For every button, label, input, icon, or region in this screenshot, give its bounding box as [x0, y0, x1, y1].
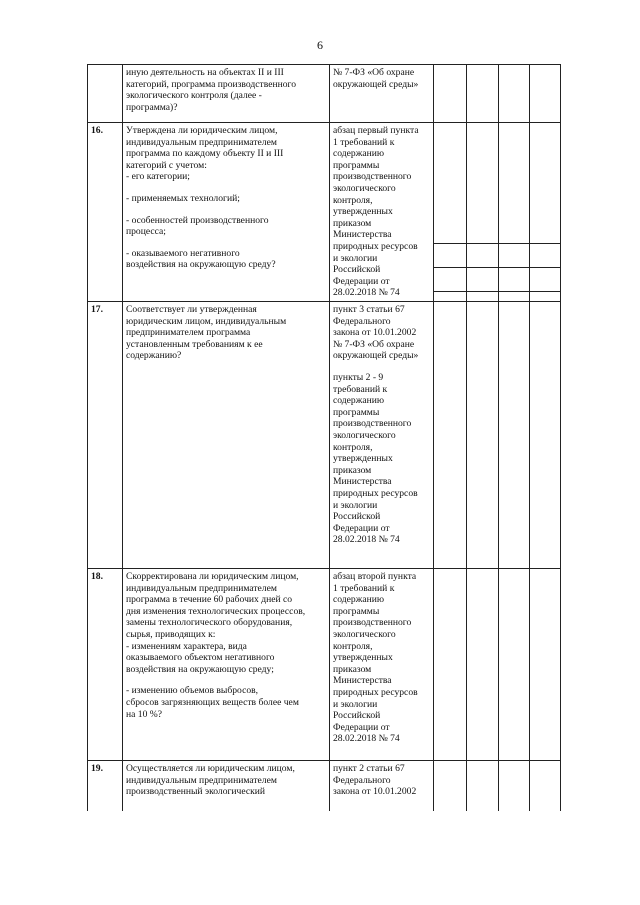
question-line: индивидуальным предпринимателем: [126, 582, 277, 594]
reference-line: пункт 2 статьи 67: [333, 763, 405, 774]
reference-line: утвержденных: [333, 652, 393, 664]
reference-line: окружающей среды»: [333, 350, 419, 362]
reference-line: 28.02.2018 № 74: [333, 287, 400, 299]
cell-divider: [467, 291, 498, 292]
legal-reference: [333, 571, 430, 745]
table-row: [88, 302, 561, 569]
question-cell: [123, 761, 330, 811]
answer-cell[interactable]: [467, 761, 499, 811]
answer-cell[interactable]: [530, 65, 561, 123]
question-line: программа по каждому объекту II и III: [126, 148, 284, 160]
answer-cell[interactable]: [467, 65, 499, 123]
reference-line: природных ресурсов: [333, 240, 418, 252]
question-line: производственный экологический: [126, 786, 266, 798]
answer-cell[interactable]: [499, 123, 530, 302]
answer-cell[interactable]: [499, 569, 530, 761]
answer-cell[interactable]: [434, 569, 467, 761]
reference-line: Министерства: [333, 476, 392, 488]
cell-divider: [434, 243, 466, 244]
question-line: юридическим лицом, индивидуальным: [126, 315, 287, 327]
answer-cell[interactable]: [499, 302, 530, 569]
question-line: программа)?: [126, 101, 178, 113]
reference-line: контроля,: [333, 194, 373, 206]
answer-cell[interactable]: [530, 761, 561, 811]
cell-divider: [530, 267, 560, 268]
question-line: - особенностей производственного: [126, 214, 269, 226]
row-number: 19.: [88, 761, 123, 811]
legal-reference-cell: [330, 65, 434, 123]
question-line: дня изменения технологических процессов,: [126, 605, 306, 617]
reference-line: программы: [333, 406, 380, 418]
question-line: Осуществляется ли юридическим лицом,: [126, 763, 295, 774]
cell-divider: [530, 291, 560, 292]
row-number: 16.: [88, 123, 123, 302]
question-cell: [123, 569, 330, 761]
reference-line: природных ресурсов: [333, 487, 418, 499]
legal-reference: [333, 67, 430, 90]
reference-line: приказом: [333, 217, 372, 229]
question-line: сырья, приводящих к:: [126, 628, 216, 640]
question-line: установленным требованиям к ее: [126, 338, 263, 350]
reference-line: приказом: [333, 464, 372, 476]
question-line: Соответствует ли утвержденная: [126, 304, 257, 315]
reference-line: Федерального: [333, 774, 391, 786]
reference-line: закона от 10.01.2002: [333, 327, 417, 339]
row-number: 18.: [88, 569, 123, 761]
answer-cell[interactable]: [467, 123, 499, 302]
question-line: содержанию?: [126, 350, 182, 362]
question-line: - его категории;: [126, 171, 190, 183]
reference-line: производственного: [333, 171, 412, 183]
question-line: замены технологического оборудования,: [126, 617, 293, 629]
reference-line: требований к: [333, 383, 388, 395]
answer-cell[interactable]: [434, 65, 467, 123]
row-number: 17.: [88, 302, 123, 569]
answer-cell[interactable]: [434, 761, 467, 811]
reference-line: 1 требований к: [333, 582, 395, 594]
reference-line: и экологии: [333, 698, 378, 710]
reference-line: № 7-ФЗ «Об охране: [333, 67, 415, 78]
reference-line: Министерства: [333, 675, 392, 687]
table-row: [88, 761, 561, 811]
legal-reference: [333, 125, 430, 299]
reference-line: производственного: [333, 418, 412, 430]
checklist-table: [87, 64, 561, 811]
cell-divider: [467, 243, 498, 244]
question-line: воздействия на окружающую среду?: [126, 259, 276, 271]
cell-divider: [434, 291, 466, 292]
reference-line: Федерации от: [333, 522, 390, 534]
reference-line: содержанию: [333, 395, 385, 407]
question-line: индивидуальным предпринимателем: [126, 136, 277, 148]
legal-reference: [333, 304, 430, 362]
reference-line: Российской: [333, 710, 381, 722]
reference-line: Министерства: [333, 229, 392, 241]
reference-line: производственного: [333, 617, 412, 629]
reference-line: Российской: [333, 511, 381, 523]
question-line: категорий с учетом:: [126, 159, 207, 171]
page-number: 6: [317, 38, 323, 52]
question-cell: [123, 302, 330, 569]
answer-cell[interactable]: [467, 302, 499, 569]
reference-line: закона от 10.01.2002: [333, 786, 417, 798]
reference-line: природных ресурсов: [333, 686, 418, 698]
reference-line: Федерации от: [333, 721, 390, 733]
reference-line: контроля,: [333, 441, 373, 453]
question-line: - оказываемого негативного: [126, 247, 240, 259]
reference-line: и экологии: [333, 499, 378, 511]
question-line: - применяемых технологий;: [126, 192, 240, 204]
row-number: [88, 65, 123, 123]
reference-line: Федерального: [333, 315, 391, 327]
answer-cell[interactable]: [530, 123, 561, 302]
reference-line: программы: [333, 605, 380, 617]
reference-line: окружающей среды»: [333, 78, 419, 90]
cell-divider: [499, 267, 529, 268]
answer-cell[interactable]: [434, 123, 467, 302]
reference-line: 1 требований к: [333, 136, 395, 148]
reference-line: содержанию: [333, 148, 385, 160]
legal-reference: [333, 763, 430, 798]
answer-cell[interactable]: [499, 761, 530, 811]
reference-line: № 7-ФЗ «Об охране: [333, 338, 415, 350]
cell-divider: [499, 243, 529, 244]
table-row: [88, 569, 561, 761]
question-cell: [123, 65, 330, 123]
reference-line: абзац первый пункта: [333, 125, 419, 136]
answer-cell[interactable]: [434, 302, 467, 569]
question-line: иную деятельность на объектах II и III: [126, 67, 284, 78]
question-line: - изменению объемов выбросов,: [126, 685, 259, 697]
answer-cell[interactable]: [499, 65, 530, 123]
reference-line: 28.02.2018 № 74: [333, 534, 400, 546]
reference-line: контроля,: [333, 640, 373, 652]
legal-reference: [333, 372, 430, 546]
cell-divider: [530, 243, 560, 244]
question-line: сбросов загрязняющих веществ более чем: [126, 696, 299, 708]
reference-line: приказом: [333, 663, 372, 675]
table-row: [88, 65, 561, 123]
reference-line: абзац второй пункта: [333, 571, 417, 582]
reference-line: программы: [333, 159, 380, 171]
answer-cell[interactable]: [530, 569, 561, 761]
question-line: на 10 %?: [126, 708, 163, 720]
question-line: экологического контроля (далее -: [126, 90, 262, 102]
question-line: предпринимателем программа: [126, 327, 251, 339]
reference-line: экологического: [333, 628, 396, 640]
question-cell: [123, 123, 330, 302]
cell-divider: [434, 267, 466, 268]
reference-line: 28.02.2018 № 74: [333, 733, 400, 745]
cell-divider: [467, 267, 498, 268]
question-line: Утверждена ли юридическим лицом,: [126, 125, 278, 136]
reference-line: экологического: [333, 429, 396, 441]
question-line: категорий, программа производственного: [126, 78, 297, 90]
reference-line: пункт 3 статьи 67: [333, 304, 405, 315]
question-line: Скорректирована ли юридическим лицом,: [126, 571, 299, 582]
question-line: индивидуальным предпринимателем: [126, 774, 277, 786]
question-line: воздействия на окружающую среду;: [126, 663, 274, 675]
reference-line: экологического: [333, 182, 396, 194]
reference-line: и экологии: [333, 252, 378, 264]
question-line: процесса;: [126, 226, 166, 238]
legal-reference-cell: [330, 569, 434, 761]
legal-reference-cell: [330, 302, 434, 569]
question-line: - изменениям характера, вида: [126, 640, 247, 652]
reference-line: содержанию: [333, 594, 385, 606]
reference-line: утвержденных: [333, 206, 393, 218]
question-line: программа в течение 60 рабочих дней со: [126, 594, 293, 606]
answer-cell[interactable]: [467, 569, 499, 761]
question-line: оказываемого объектом негативного: [126, 652, 275, 664]
reference-line: пункты 2 - 9: [333, 371, 384, 383]
reference-line: Российской: [333, 264, 381, 276]
table-row: [88, 123, 561, 302]
legal-reference-cell: [330, 761, 434, 811]
reference-line: Федерации от: [333, 275, 390, 287]
legal-reference-cell: [330, 123, 434, 302]
answer-cell[interactable]: [530, 302, 561, 569]
cell-divider: [499, 291, 529, 292]
reference-line: утвержденных: [333, 453, 393, 465]
